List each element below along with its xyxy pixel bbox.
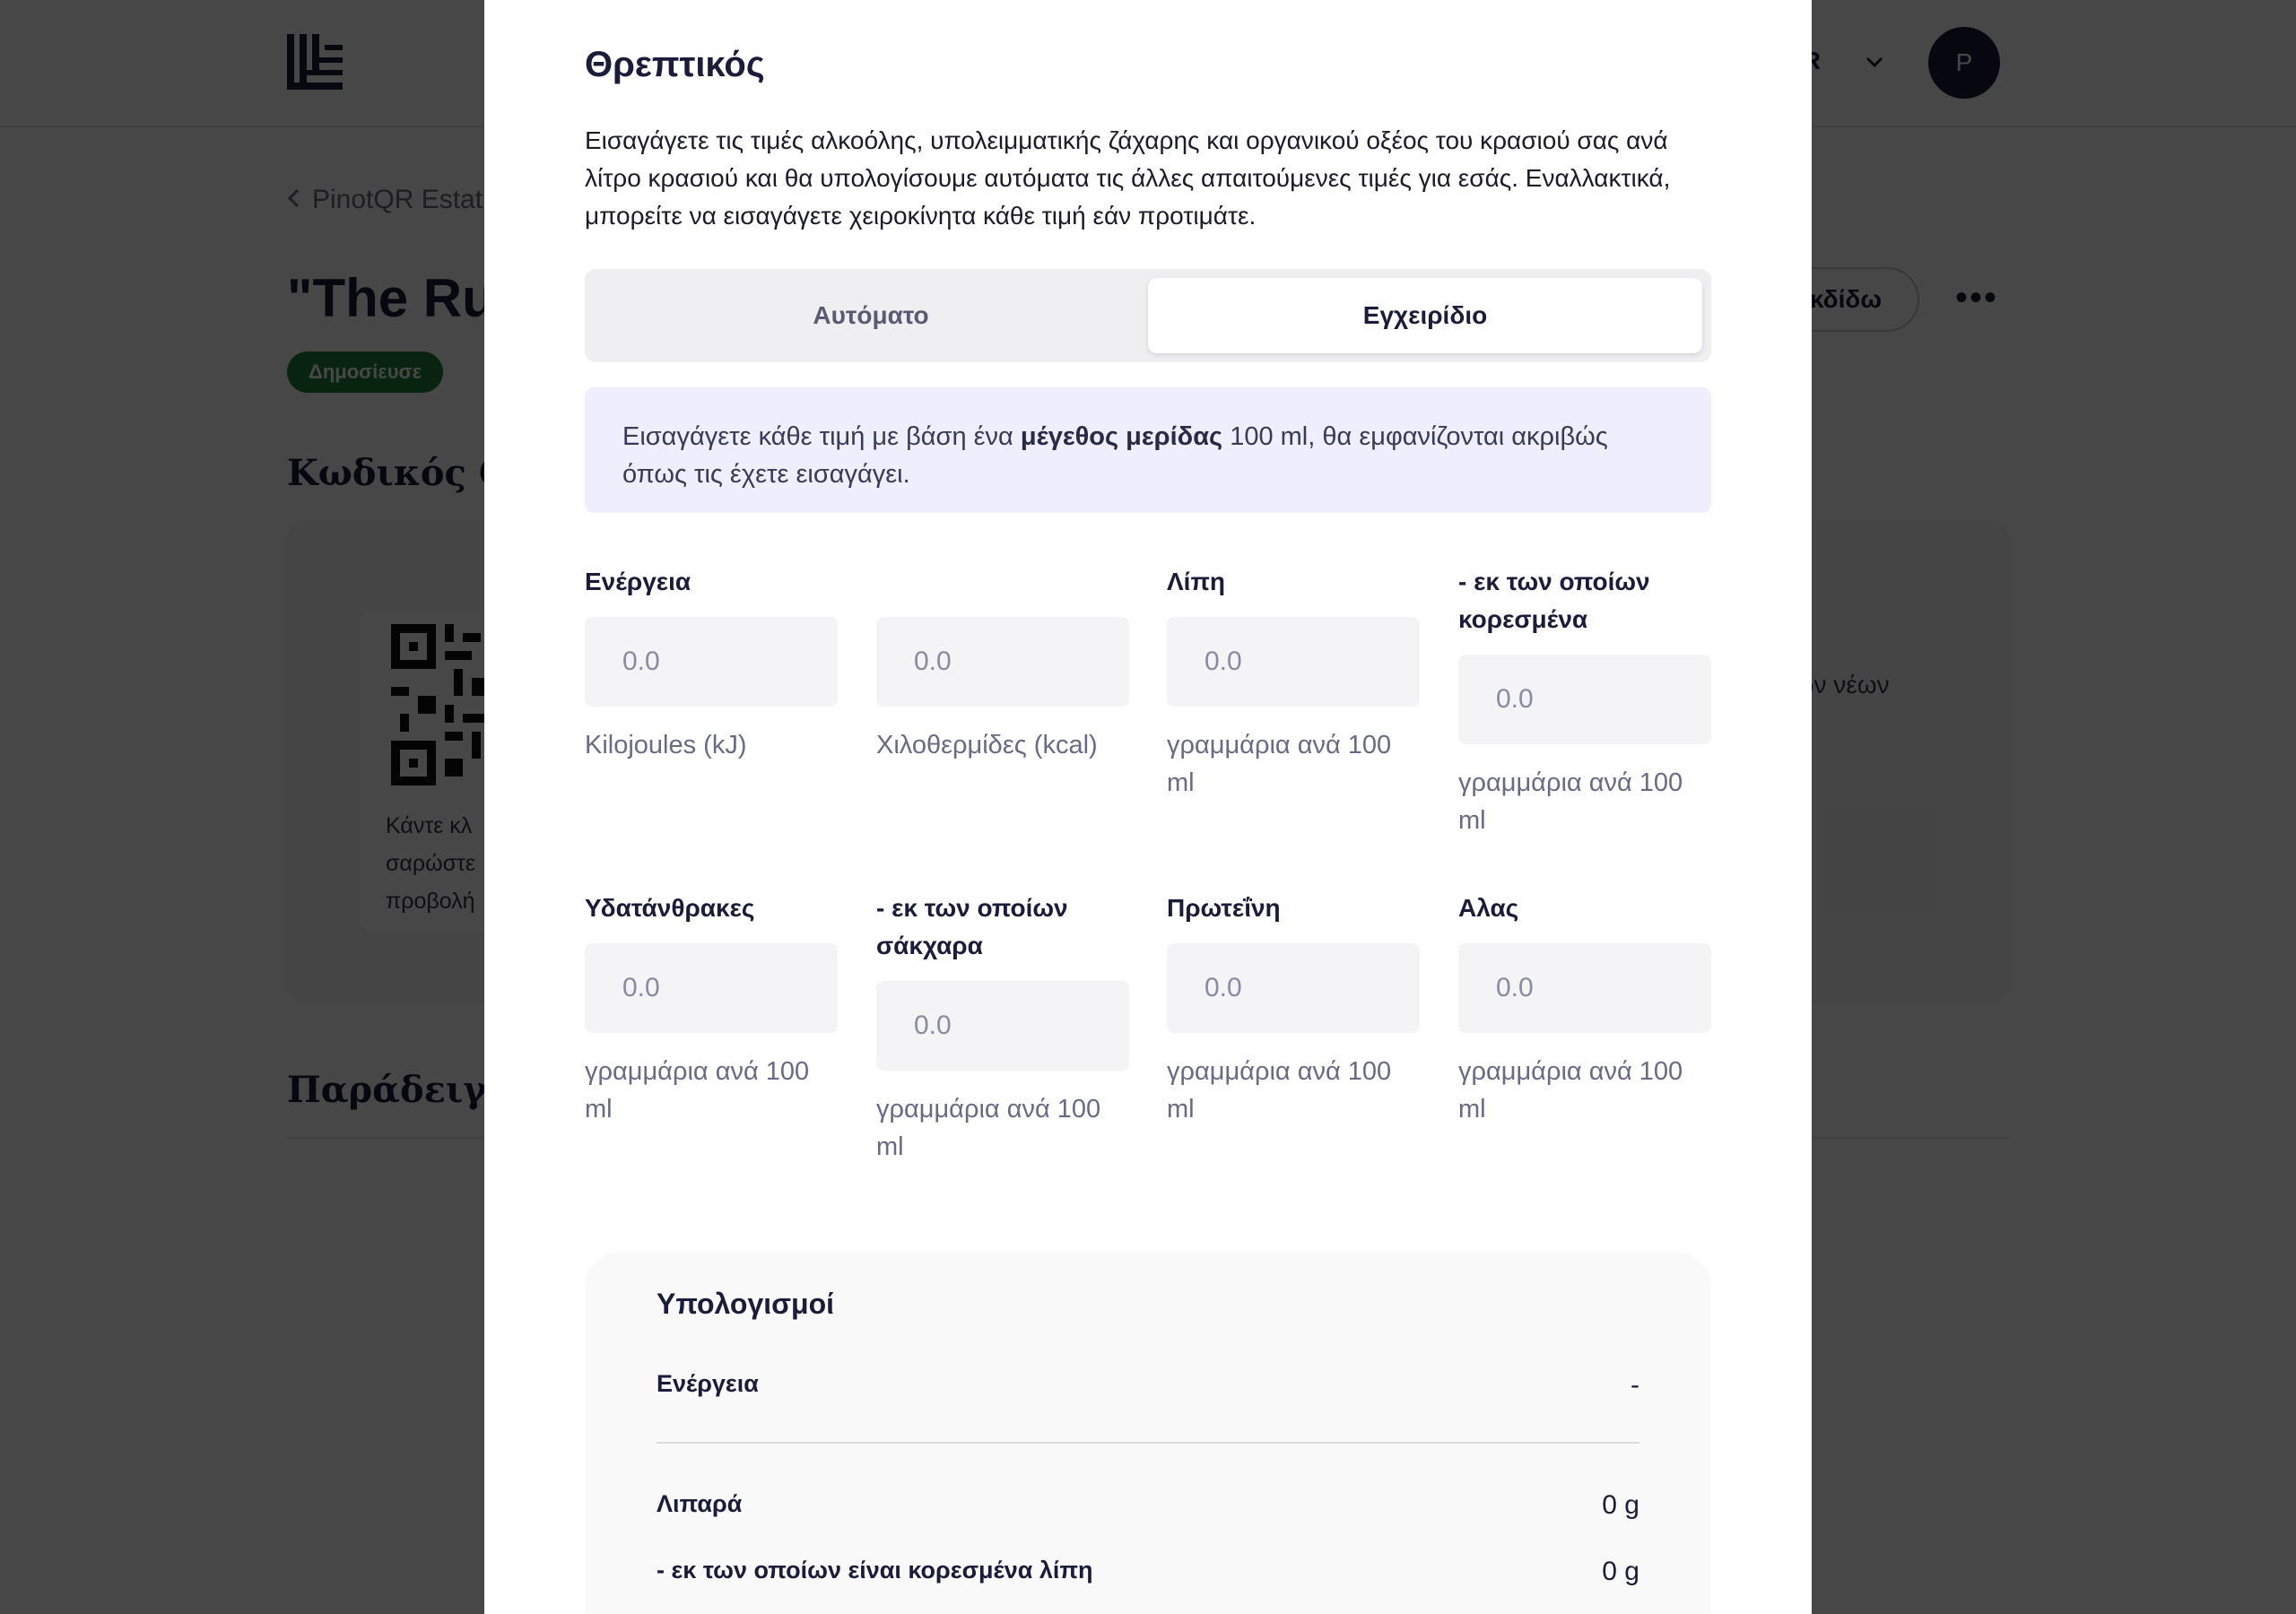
saturated-fat-input[interactable] — [1458, 655, 1711, 744]
modal-description: Εισαγάγετε τις τιμές αλκοόλης, υπολειμματικής ζάχαρης και οργανικού οξέος του κρασιού σας ανά λίτρο κρασιού και θα υπολογίσουμε αυτόματα τις άλλες απαιτούμενες τιμές για εσάς. Εναλλακτικά, μπορείτε να εισαγάγετε χειροκίνητα κάθε τιμή εάν προτιμάτε. — [585, 126, 1671, 230]
calc-label: - εκ των οποίων είναι κορεσμένα λίπη — [657, 1557, 1093, 1584]
calculations-title: Υπολογισμοί — [657, 1288, 835, 1320]
calc-row-energy — [657, 1370, 1639, 1398]
calc-row-fat — [657, 1490, 1639, 1518]
field-label: Λίπη — [1167, 568, 1225, 595]
serving-size-info — [585, 387, 1711, 513]
calc-row-saturated-fat — [657, 1557, 1639, 1584]
mode-tabs — [585, 269, 1711, 362]
calc-label: Ενέργεια — [657, 1370, 759, 1397]
field-unit: γραμμάρια ανά 100 ml — [585, 1057, 810, 1124]
info-text-prefix: Εισαγάγετε κάθε τιμή με βάση ένα — [622, 422, 1021, 451]
field-energy-kj — [585, 563, 838, 764]
field-label: - εκ των οποίων κορεσμένα — [1458, 568, 1650, 633]
field-label: Πρωτεΐνη — [1167, 894, 1281, 922]
modal-title: Θρεπτικός — [585, 45, 765, 84]
field-unit: γραμμάρια ανά 100 ml — [1167, 1057, 1392, 1124]
fat-input[interactable] — [1167, 617, 1420, 707]
info-text-bold: μέγεθος μερίδας — [1020, 422, 1223, 451]
field-unit: Χιλοθερμίδες (kcal) — [876, 731, 1098, 759]
field-fat — [1167, 563, 1420, 802]
calc-value: - — [1631, 1370, 1639, 1400]
field-salt — [1458, 889, 1711, 1128]
field-unit: γραμμάρια ανά 100 ml — [1167, 731, 1392, 797]
calc-label: Λιπαρά — [657, 1490, 743, 1517]
info-text-amount: 100 ml — [1222, 422, 1309, 451]
field-unit: γραμμάρια ανά 100 ml — [1458, 768, 1683, 835]
field-label: - εκ των οποίων σάκχαρα — [876, 894, 1068, 959]
field-sugars — [876, 889, 1129, 1166]
field-label: Αλας — [1458, 894, 1519, 922]
energy-kcal-input[interactable] — [876, 617, 1129, 707]
tab-automatic[interactable]: Αυτόματο — [813, 301, 929, 329]
info-text-suffix: , θα εμφανίζονται ακριβώς όπως τις έχετε εισαγάγει. — [622, 422, 1608, 489]
field-label: Ενέργεια — [585, 568, 691, 595]
salt-input[interactable] — [1458, 943, 1711, 1033]
calc-value: 0 g — [1602, 1490, 1639, 1520]
field-label — [876, 563, 1129, 601]
energy-kj-input[interactable] — [585, 617, 838, 707]
field-label: Υδατάνθρακες — [585, 894, 755, 922]
nutrition-modal — [484, 0, 1812, 1614]
tab-manual[interactable]: Εγχειρίδιο — [1148, 278, 1702, 353]
sugars-input[interactable] — [876, 981, 1129, 1071]
field-saturated-fat — [1458, 563, 1711, 839]
field-protein — [1167, 889, 1420, 1128]
field-carbohydrates — [585, 889, 838, 1128]
calc-value: 0 g — [1602, 1557, 1639, 1586]
calculations-panel — [585, 1252, 1711, 1614]
field-energy-kcal — [876, 563, 1129, 764]
field-unit: γραμμάρια ανά 100 ml — [1458, 1057, 1683, 1124]
field-unit: γραμμάρια ανά 100 ml — [876, 1095, 1101, 1161]
field-unit: Kilojoules (kJ) — [585, 731, 747, 759]
carbohydrates-input[interactable] — [585, 943, 838, 1033]
protein-input[interactable] — [1167, 943, 1420, 1033]
calc-divider — [657, 1442, 1639, 1444]
